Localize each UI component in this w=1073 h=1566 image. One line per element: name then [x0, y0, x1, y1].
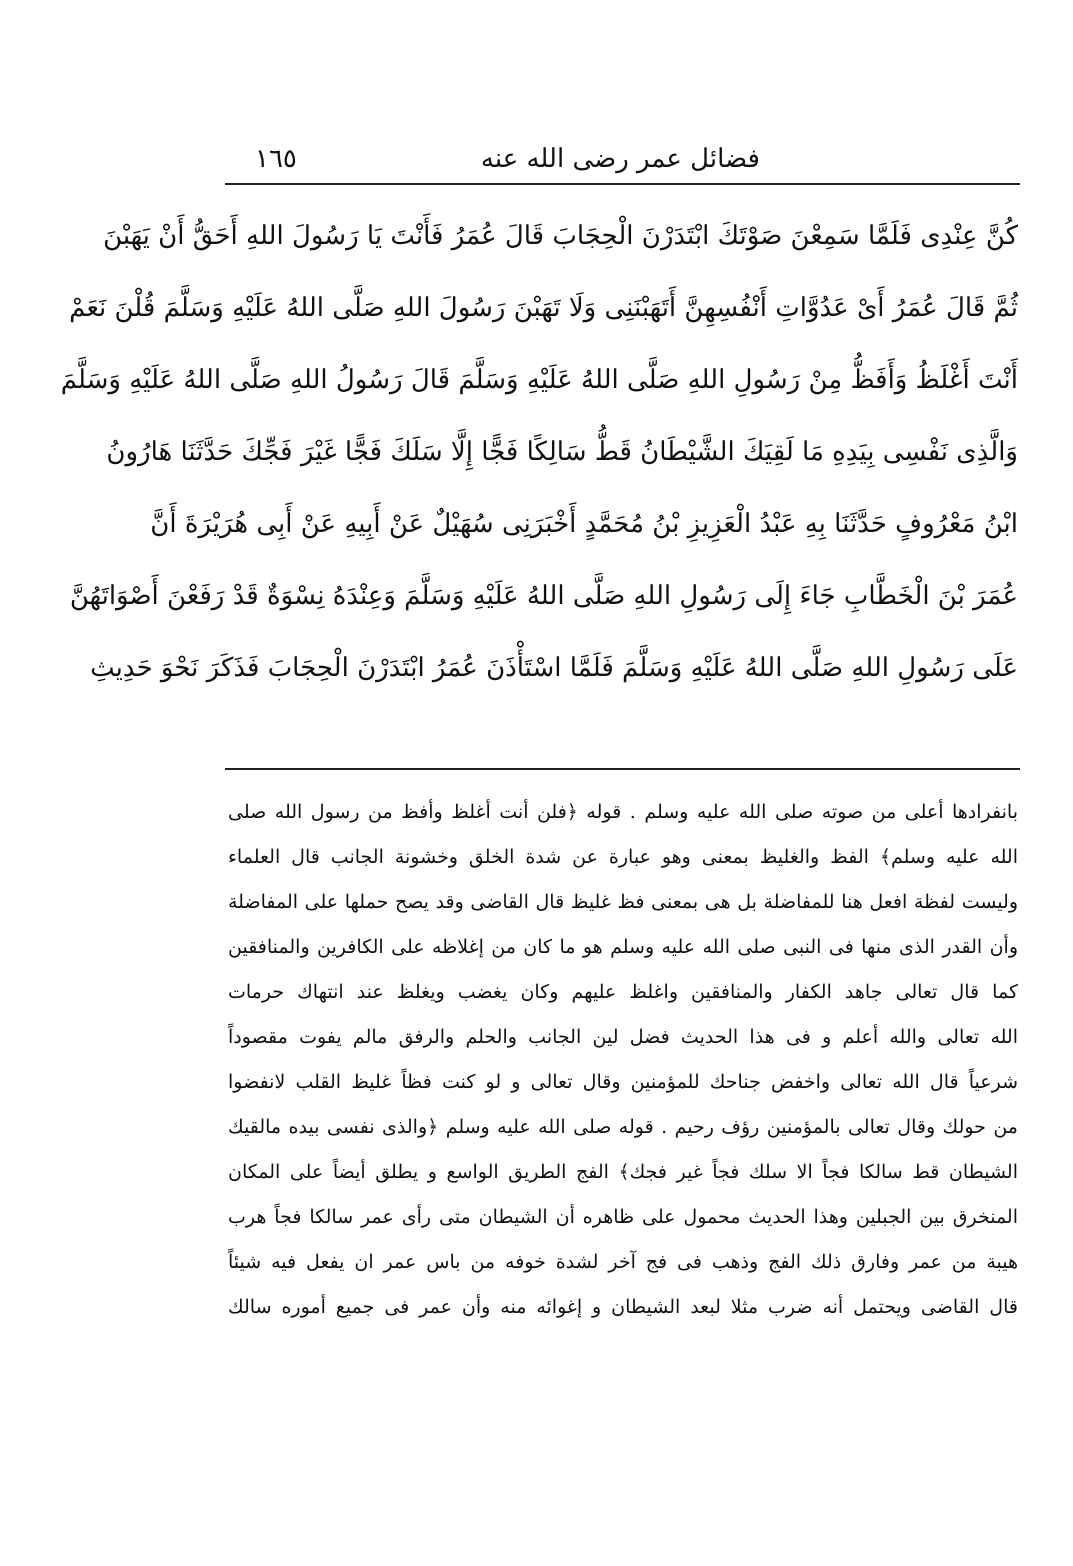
commentary-line: الله عليه وسلم﴾ الفظ والغليظ بمعنى وهو عبارة عن شدة الخلق وخشونة الجانب قال العلماء — [228, 846, 1018, 868]
running-header — [225, 140, 1020, 180]
commentary-line: وأن القدر الذى منها فى النبى صلى الله عليه وسلم هو ما كان من إغلاظه على الكافرين والمنافقين — [228, 936, 1018, 958]
running-title: فضائل عمر رضی الله عنه — [480, 144, 760, 174]
hadith-line: عَلَى رَسُولِ اللهِ صَلَّى اللهُ عَلَيْهِ وَسَلَّمَ فَلَمَّا اسْتَأْذَنَ عُمَرُ ابْتَدَرْنَ الْحِجَابَ فَذَكَرَ نَحْوَ حَدِيثِ — [90, 653, 1018, 683]
commentary-line: هيبة من عمر وفارق ذلك الفج وذهب فى فج آخر لشدة خوفه من باس عمر ان يفعل فيه شيئاً — [228, 1251, 1018, 1273]
hadith-line: ابْنُ مَعْرُوفٍ حَدَّثَنَا بِهِ عَبْدُ الْعَزِيزِ بْنُ مُحَمَّدٍ أَخْبَرَنِی سُهَيْلٌ عَنْ أَبِيهِ عَنْ أَبِی هُرَيْرَةَ أَنَّ — [150, 509, 1018, 539]
commentary-line: وليست لفظة افعل هنا للمفاضلة بل هى بمعنى فظ غليظ قال القاضى وقد يصح حملها على المفاضلة — [228, 891, 1018, 913]
commentary-line: المنخرق بين الجبلين وهذا الحديث محمول على ظاهره أن الشيطان متى رأى عمر سالكا فجاً هرب — [228, 1206, 1018, 1228]
hadith-text — [60, 200, 1018, 704]
hadith-line: أَنْتَ أَغْلَظُ وَأَفَظُّ مِنْ رَسُولِ اللهِ صَلَّى اللهُ عَلَيْهِ وَسَلَّمَ قَالَ رَسُولُ اللهِ صَلَّى اللهُ عَلَيْهِ وَسَلَّمَ — [60, 365, 1018, 395]
hadith-line: ثُمَّ قَالَ عُمَرُ أَیْ عَدُوَّاتِ أَنْفُسِهِنَّ أَتَهَبْنَنِی وَلَا تَهَبْنَ رَسُولَ اللهِ صَلَّى اللهُ عَلَيْهِ وَسَلَّمَ قُلْنَ نَعَمْ — [69, 293, 1018, 323]
page-number: ١٦٥ — [255, 144, 297, 174]
commentary-line: كما قال تعالى جاهد الكفار والمنافقين واغلظ عليهم وكان يغضب ويغلظ عند انتهاك حرمات — [228, 981, 1018, 1003]
commentary-line: الشيطان قط سالكا فجاً الا سلك فجاً غير فجك﴾ الفج الطريق الواسع و يطلق أيضاً على المكان — [228, 1161, 1018, 1183]
commentary-line: الله تعالى والله أعلم و فى هذا الحديث فضل لين الجانب والحلم والرفق مالم يفوت مقصوداً — [228, 1026, 1018, 1048]
commentary-rule — [225, 768, 1020, 770]
commentary-line: شرعياً قال الله تعالى واخفض جناحك للمؤمنين وقال تعالى و لو كنت فظاً غليظ القلب لانفضوا — [228, 1071, 1018, 1093]
hadith-line: وَالَّذِی نَفْسِی بِيَدِهِ مَا لَقِيَكَ الشَّيْطَانُ قَطُّ سَالِكًا فَجًّا إِلَّا سَلَكَ فَجًّا غَيْرَ فَجِّكَ حَدَّثَنَا هَارُونُ — [106, 437, 1018, 467]
hadith-line: عُمَرَ بْنَ الْخَطَّابِ جَاءَ إِلَى رَسُولِ اللهِ صَلَّى اللهُ عَلَيْهِ وَسَلَّمَ وَعِنْدَهُ نِسْوَةٌ قَدْ رَفَعْنَ أَصْوَاتَهُنَّ — [69, 581, 1018, 611]
commentary-line: من حولك وقال تعالى بالمؤمنين رؤف رحيم . قوله صلى الله عليه وسلم ﴿والذى نفسى بيده مالقيك — [228, 1116, 1018, 1138]
commentary-text — [228, 790, 1018, 1330]
hadith-line: كُنَّ عِنْدِی فَلَمَّا سَمِعْنَ صَوْتَكَ ابْتَدَرْنَ الْحِجَابَ قَالَ عُمَرُ فَأَنْتَ يَا رَسُولَ اللهِ أَحَقُّ أَنْ يَهَبْنَ — [103, 221, 1018, 251]
commentary-line: قال القاضى ويحتمل أنه ضرب مثلا لبعد الشيطان و إغوائه منه وأن عمر فى جميع أموره سالك — [228, 1296, 1018, 1318]
header-rule — [225, 183, 1020, 185]
commentary-line: بانفرادها أعلى من صوته صلى الله عليه وسلم . قوله ﴿فلن أنت أغلظ وأفظ من رسول الله صلى — [228, 801, 1018, 823]
